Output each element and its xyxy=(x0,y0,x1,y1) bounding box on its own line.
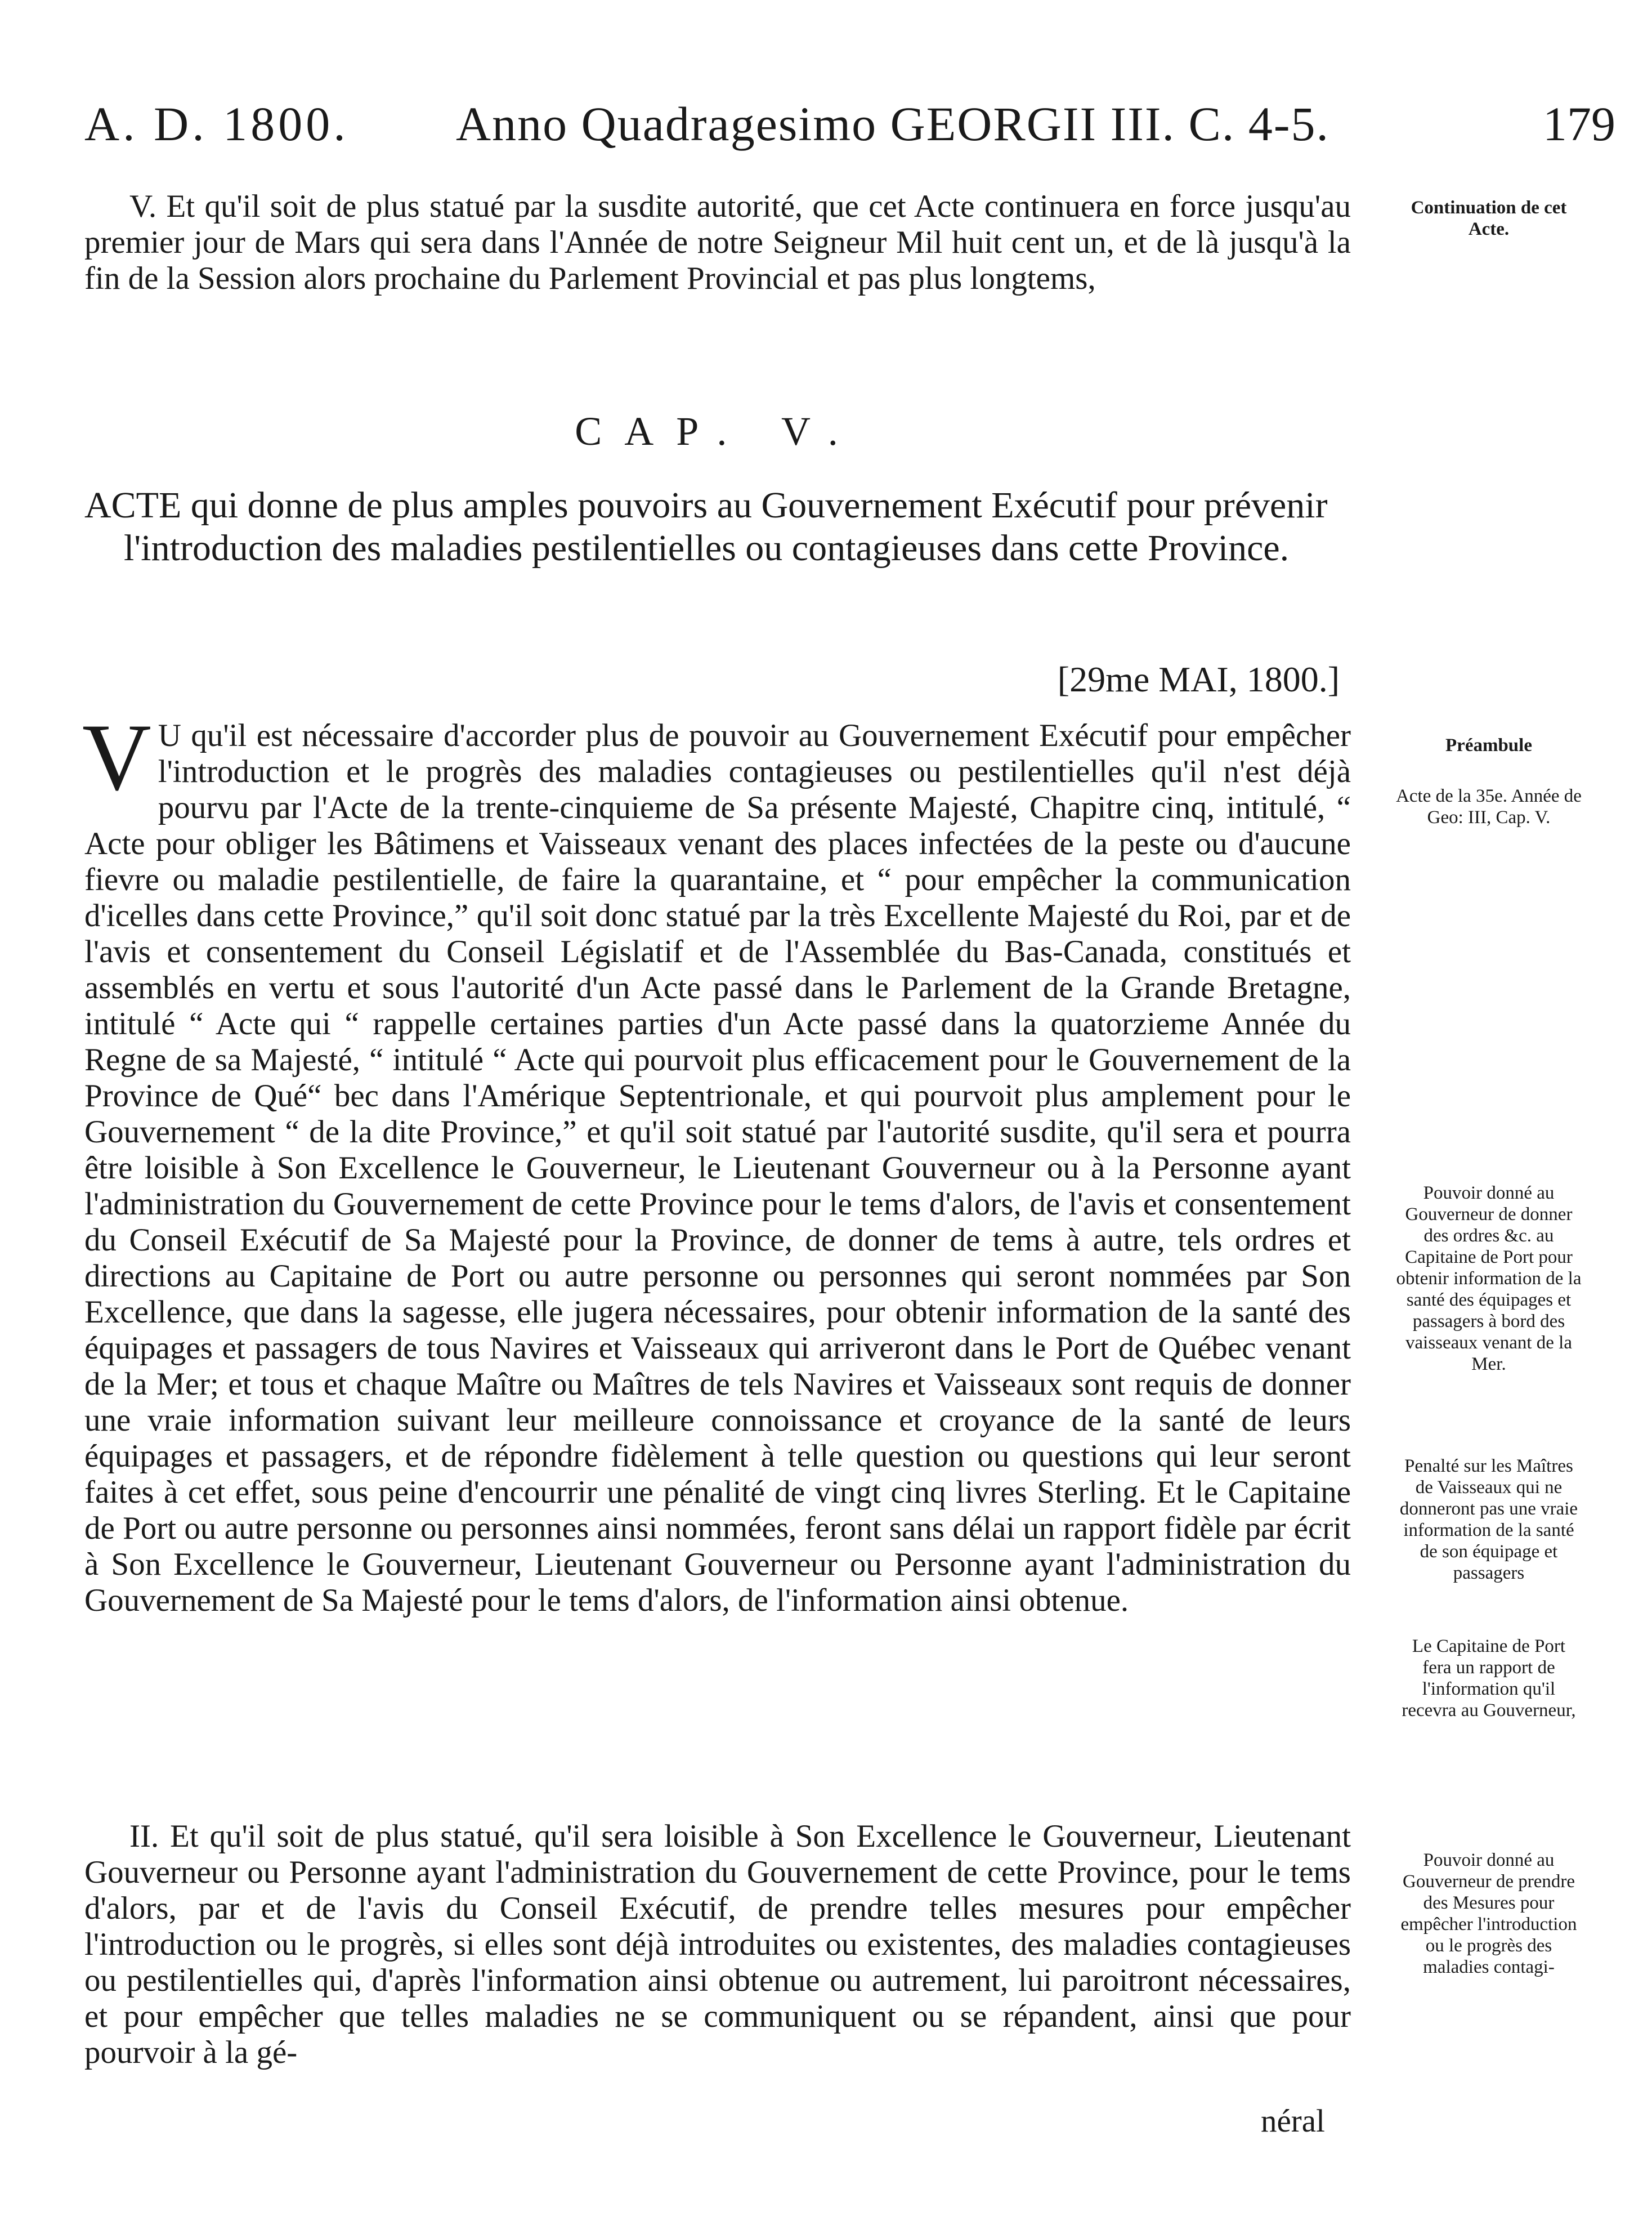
preamble-text: U qu'il est nécessaire d'accorder plus de pouvoir au Gouvernement Exécutif pour empêcher l'introduction et le progrès des maladies contagieuses ou pestilentielles qu'il n'est déjà pourvu par l'Acte de la trente-cinquieme de Sa présente Majesté, Chapitre cinq, intitulé, “ Acte pour obliger les Bâtimens et Vaisseaux venant des places infectées de la peste ou d'aucune fievre ou maladie pestilentielle, de faire la quarantaine, et “ pour empêcher la communication d'icelles dans cette Province,” qu'il soit donc statué par la très Excellente Majesté du Roi, par et de l'avis et consentement du Conseil Législatif et de l'Assemblée du Bas-Canada, constitués et assemblés en vertu et sous l'autorité d'un Acte passé dans le Parlement de la Grande Bretagne, intitulé “ Acte qui “ rappelle certaines parties d'un Acte passé dans la quatorzieme Année du Regne de sa Majesté, “ intitulé “ Acte qui pourvoit plus efficacement pour le Gouvernement de la Province de Qué“ bec dans l'Amérique Septentrionale, et qui pourvoit plus amplement pour le Gouvernement “ de la dite Province,” et qu'il soit statué par l'autorité susdite, qu'il sera et pourra être loisible à Son Excellence le Gouverneur, le Lieutenant Gouverneur ou à la Personne ayant l'administration du Gouvernement de cette Province pour le tems d'alors, de l'avis et consentement du Conseil Exécutif de Sa Majesté pour la Province, de donner de tems à autre, tels ordres et directions au Capitaine de Port ou autre personne ou personnes qui seront nommées par Son Excellence, que dans la sagesse, elle jugera nécessaires, pour obtenir information de la santé des équipages et passagers de tous Navires et Vaisseaux qui arriveront dans le Port de Québec venant de la Mer; et tous et chaque Maître ou Maîtres de tels Navires et Vaisseaux sont requis de donner une vraie information suivant leur meilleure connoissance et croyance de la santé de leurs équipages et passagers, et de répondre fidèlement à telle question ou questions qui leur seront faites à cet effet, sous peine d'encourrir une pénalité de vingt cinq livres Sterling. Et le Capitaine de Port ou autre personne ou personnes ainsi nommées, feront sans délai un rapport fidèle par écrit à Son Excellence le Gouverneur, Lieutenant Gouverneur ou Personne ayant l'administration du Gouvernement de Sa Majesté pour le tems d'alors, de l'information ainsi obtenue. xyxy=(84,718,1351,1618)
page-number: 179 xyxy=(1543,97,1615,151)
margin-note-report: Le Capitaine de Port fera un rapport de l'information qu'il recevra au Gouverneur, xyxy=(1402,1636,1576,1721)
section-v-text: V. Et qu'il soit de plus statué par la susdite autorité, que cet Acte continuera en force jusqu'au premier jour de Mars qui sera dans l'Année de notre Seigneur Mil huit cent un, et de là jusqu'à la fin de la Session alors prochaine du Parlement Provincial et pas plus longtems, xyxy=(84,189,1351,296)
header-title: Anno Quadragesimo GEORGII III. C. 4-5. xyxy=(456,97,1330,151)
margin-note-continuation: Continuation de cet Acte. xyxy=(1411,198,1567,239)
margin-note-preamble: Préambule xyxy=(1445,735,1532,756)
catchword: néral xyxy=(1261,2103,1325,2139)
section-v xyxy=(84,189,1351,297)
running-header xyxy=(84,96,1615,175)
drop-cap: V xyxy=(82,704,151,810)
margin-note-pouvoir-2: Pouvoir donné au Gouverneur de prendre des Mesures pour empêcher l'introduction ou le progrès des maladies contagi- xyxy=(1400,1850,1577,1977)
act-title: ACTE qui donne de plus amples pouvoirs au Gouvernement Exécutif pour prévenir l'introduction des maladies pestilentielles ou contagieuses dans cette Province. xyxy=(84,485,1328,569)
chapter-heading: CAP. V. xyxy=(575,409,861,454)
margin-note-act-reference: Acte de la 35e. Année de Geo: III, Cap. V. xyxy=(1396,786,1582,828)
section-ii xyxy=(84,1819,1351,2071)
preamble-section xyxy=(82,704,1351,1619)
section-ii-text: II. Et qu'il soit de plus statué, qu'il sera loisible à Son Excellence le Gouverneur, Lieutenant Gouverneur ou Personne ayant l'administration du Gouvernement de cette Province, pour le tems d'alors, par et de l'avis du Conseil Exécutif, de prendre telles mesures pour empêcher l'introduction ou le progrès, si elles sont déjà introduites ou existentes, des maladies contagieuses ou pestilentielles qui, d'après l'information ainsi obtenue ou autrement, lui paroitront nécessaires, et pour empêcher que telles maladies ne se communiquent ou se répandent, ainsi que pour pourvoir à la gé- xyxy=(84,1819,1351,2070)
header-year: A. D. 1800. xyxy=(84,97,349,151)
act-date: [29me MAI, 1800.] xyxy=(1057,659,1340,699)
margin-note-pouvoir-1: Pouvoir donné au Gouverneur de donner des ordres &c. au Capitaine de Port pour obtenir information de la santé des équipages et passagers à bord des vaisseaux venant de la Mer. xyxy=(1396,1183,1582,1374)
margin-note-penalty: Penalté sur les Maîtres de Vaisseaux qui ne donneront pas une vraie information de la santé de son équipage et passagers xyxy=(1399,1456,1578,1583)
